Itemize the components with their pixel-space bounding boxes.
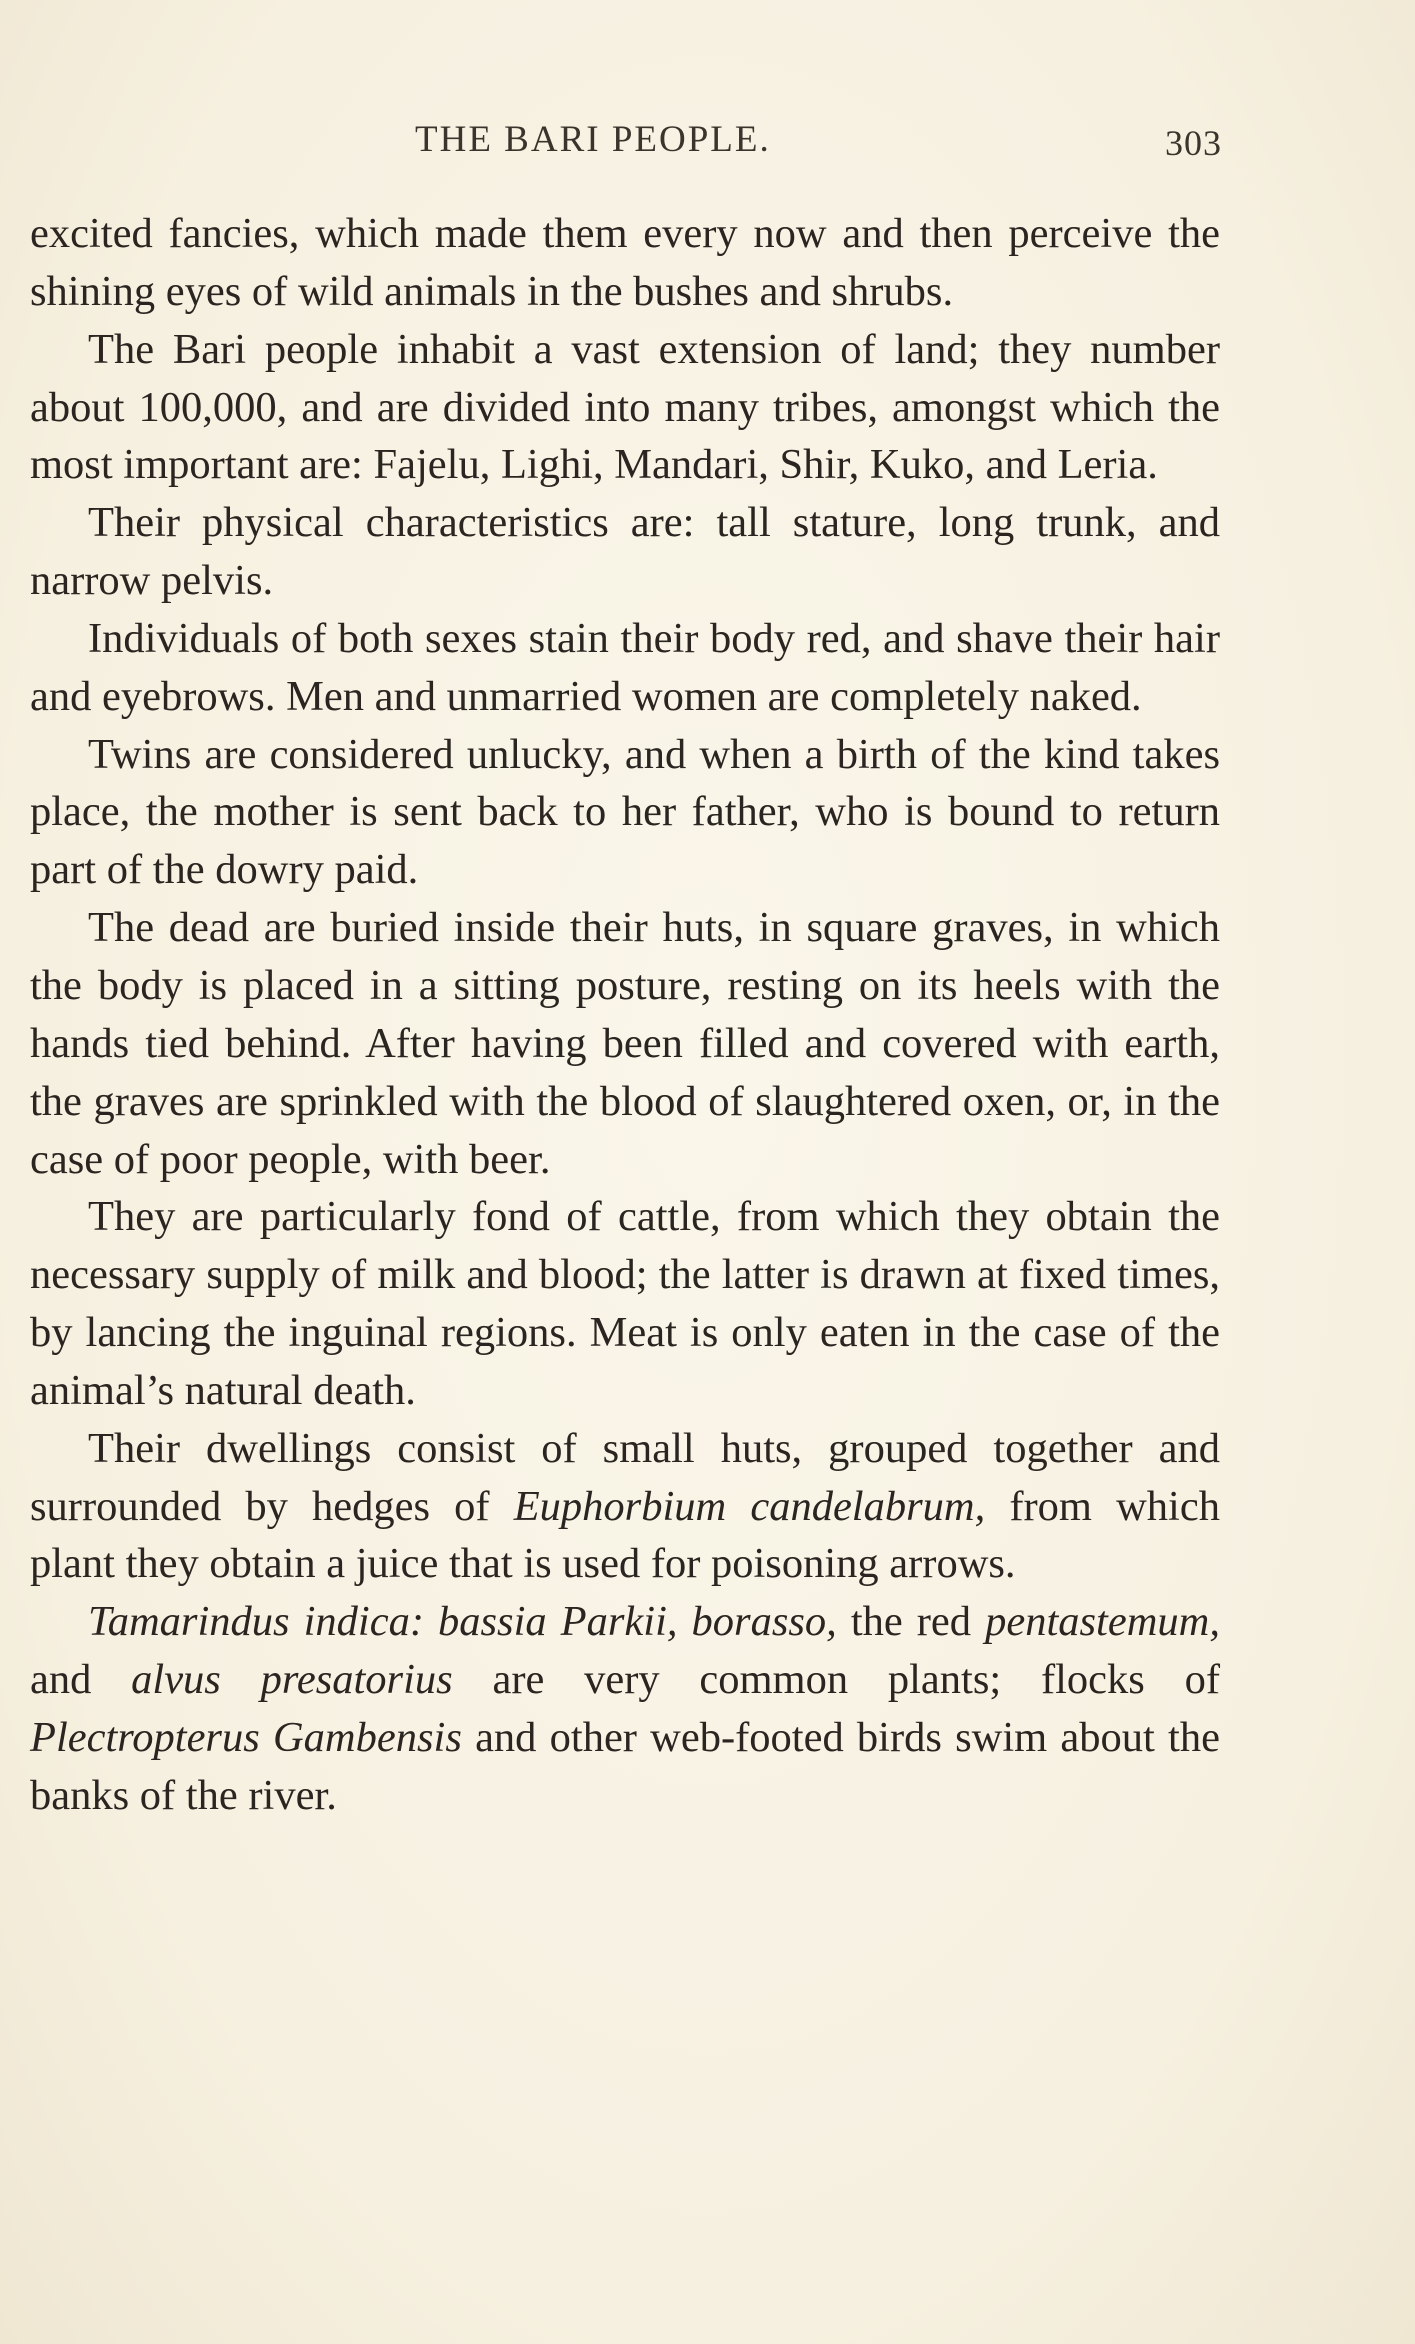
- paragraph: [30, 899, 1220, 1188]
- paragraph: [30, 321, 1220, 495]
- italic-species-name: Euphorbium candelabrum,: [513, 1482, 986, 1530]
- paragraph: [30, 1593, 1220, 1824]
- text-run: Their dwellings consist of small huts, grouped together and surrounded by hedges of: [30, 1424, 1220, 1530]
- text-run: The Bari people inhabit a vast extension of land; they number about 100,000, and are divided into many tribes, amongst which the most important are: Fajelu, Lighi, Mandari, Shir, Kuko, and Leria.: [30, 325, 1220, 489]
- text-run: and other web-footed birds swim about the banks of the river.: [30, 1713, 1220, 1819]
- paragraph: [30, 1420, 1220, 1594]
- text-run: Individuals of both sexes stain their body red, and shave their hair and eyebrows. Men and unmarried women are completely naked.: [30, 614, 1220, 720]
- text-run: from which plant they obtain a juice that is used for poisoning arrows.: [30, 1482, 1220, 1588]
- paragraph: [30, 494, 1220, 610]
- text-run: Twins are considered unlucky, and when a birth of the kind takes place, the mother is sent back to her father, who is bound to return part of the dowry paid.: [30, 730, 1220, 894]
- body-text: [30, 205, 1220, 1825]
- italic-species-name: pentastemum,: [985, 1598, 1220, 1646]
- page-number: 303: [1165, 123, 1222, 163]
- text-run: They are particularly fond of cattle, from which they obtain the necessary supply of milk and blood; the latter is drawn at fixed times, by lancing the inguinal regions. Meat is only eaten in the case of the animal’s natural death.: [30, 1193, 1220, 1414]
- italic-species-name: alvus presatorius: [131, 1656, 453, 1704]
- paragraph: [30, 1188, 1220, 1419]
- paragraph: [30, 205, 1220, 321]
- text-run: the red: [836, 1598, 986, 1646]
- running-head: [0, 118, 1415, 178]
- paragraph: [30, 726, 1220, 900]
- text-run: Their physical characteristics are: tall stature, long trunk, and narrow pelvis.: [30, 499, 1220, 605]
- text-run: and: [30, 1656, 132, 1704]
- text-run: The dead are buried inside their huts, in square graves, in which the body is placed in a sitting posture, resting on its heels with the hands tied behind. After having been filled and covered with earth, the graves are sprinkled with the blood of slaughtered oxen, or, in the case of poor people, with beer.: [30, 904, 1220, 1183]
- paragraph: [30, 610, 1220, 726]
- italic-species-name: Tamarindus indica: bassia Parkii, borasso,: [88, 1598, 837, 1646]
- italic-species-name: Plectropterus Gambensis: [30, 1713, 462, 1761]
- text-run: are very common plants; flocks of: [452, 1656, 1220, 1704]
- running-title: THE BARI PEOPLE.: [415, 119, 771, 160]
- text-run: excited fancies, which made them every now and then perceive the shining eyes of wild animals in the bushes and shrubs.: [30, 210, 1220, 315]
